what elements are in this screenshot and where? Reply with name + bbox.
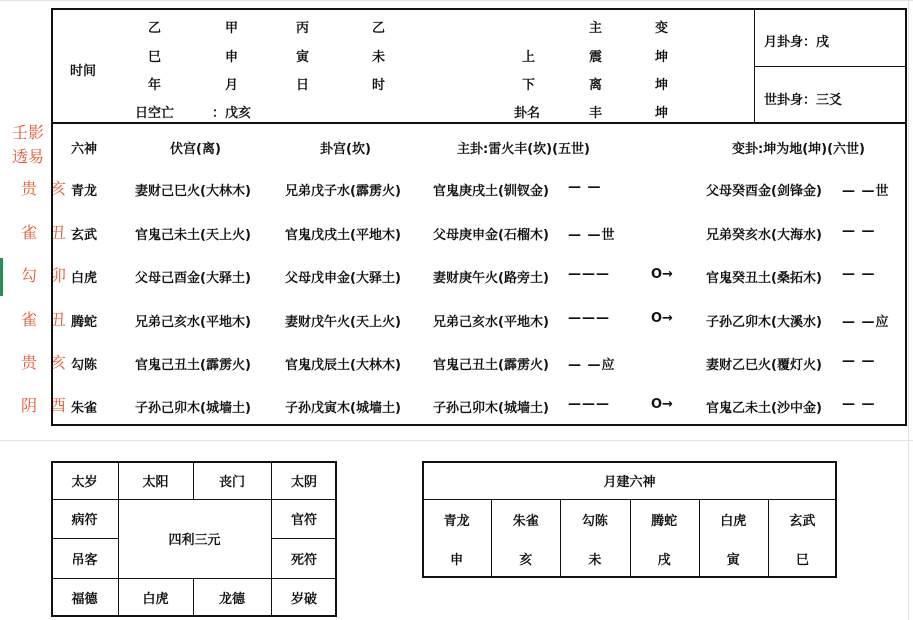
bian-gua-char: 坤 <box>655 106 669 121</box>
zhu-yao-line: ——— <box>568 267 610 282</box>
ganzhi-bot: 年 <box>148 78 162 93</box>
side-zhi: 丑 <box>50 310 67 329</box>
shensha-center: 四利三元 <box>168 533 221 548</box>
zhu-yao: 父母庚申金(石榴木) <box>433 228 549 243</box>
shensha-right: 死符 <box>290 552 317 568</box>
yuejian-title: 月建六神 <box>603 474 656 490</box>
side-shen: 阴 <box>21 396 38 415</box>
move-mark: O→ <box>651 311 673 326</box>
bian-yao: 官鬼乙未土(沙中金) <box>706 401 822 416</box>
fu-yao: 妻财己巳火(大林木) <box>135 184 251 199</box>
bian-yao-line: — —应 <box>842 315 890 330</box>
bian-yao: 妻财乙巳火(覆灯火) <box>706 358 822 373</box>
side-title-2: 透易 <box>12 147 45 166</box>
ganzhi-mid: 未 <box>372 50 386 65</box>
yuejian-shen: 白虎 <box>720 513 747 529</box>
bian-yao: 子孙乙卯木(大溪水) <box>706 315 822 330</box>
shensha-top: 丧门 <box>218 474 245 490</box>
col-header-zhugua: 主卦:雷火丰(坎)(五世) <box>457 142 590 157</box>
yuejian-zhi: 申 <box>450 553 464 568</box>
time-label: 时间 <box>70 64 97 79</box>
yuejian-divider <box>630 499 631 578</box>
side-shen: 雀 <box>21 310 38 329</box>
shensha-left: 吊客 <box>71 552 98 568</box>
zhu-yao-line: — —应 <box>568 358 616 373</box>
gong-yao: 兄弟戊子水(霹雳火) <box>285 184 401 199</box>
yuejian-zhi: 戌 <box>657 553 671 568</box>
shensha-top: 太阳 <box>142 474 169 490</box>
yuejian-divider <box>699 499 700 578</box>
zhu-yao-line: — — <box>568 180 602 195</box>
shensha-left: 病符 <box>71 513 98 528</box>
shensha-bottom: 龙德 <box>218 592 245 607</box>
liushen: 腾蛇 <box>71 315 98 330</box>
liushen: 白虎 <box>71 271 98 286</box>
yuejian-shen: 青龙 <box>443 513 470 529</box>
col-header-biangua: 变卦:坤为地(坤)(六世) <box>732 142 865 157</box>
gua-label-upper: 上 <box>522 50 536 65</box>
ganzhi-top: 丙 <box>296 21 310 36</box>
bian-gua-char: 变 <box>655 21 669 36</box>
side-title-1: 壬影 <box>12 123 45 142</box>
yuejian-divider <box>560 499 561 578</box>
zhu-gua-char: 离 <box>589 78 603 93</box>
side-shen: 贵 <box>21 353 38 372</box>
bian-gua-char: 坤 <box>655 78 669 93</box>
yuejian-shen: 玄武 <box>789 513 816 529</box>
gong-yao: 父母戊申金(大驿土) <box>285 271 401 286</box>
side-zhi: 卯 <box>50 266 67 285</box>
shensha-bottom: 岁破 <box>290 592 317 607</box>
shensha-top: 太岁 <box>71 474 98 490</box>
ganzhi-mid: 寅 <box>296 50 310 65</box>
yuejian-zhi: 亥 <box>519 553 533 568</box>
yuejian-shen: 勾陈 <box>581 513 608 529</box>
shensha-bottom: 白虎 <box>142 592 169 607</box>
move-mark: O→ <box>651 397 673 412</box>
row-highlight-marker <box>0 258 3 296</box>
side-zhi: 酉 <box>50 396 67 415</box>
zhu-yao-line: ——— <box>568 311 610 326</box>
gong-yao: 官鬼戊辰土(大林木) <box>285 358 401 373</box>
yuejian-zhi: 巳 <box>795 553 809 568</box>
bian-yao-line: — — <box>842 397 876 412</box>
fu-yao: 兄弟己亥水(平地木) <box>135 315 251 330</box>
gong-yao: 妻财戊午火(天上火) <box>285 315 401 330</box>
zhu-yao-line: ——— <box>568 397 610 412</box>
fu-yao: 子孙己卯木(城墙土) <box>135 401 251 416</box>
zhu-gua-char: 主 <box>589 21 603 36</box>
side-zhi: 丑 <box>50 223 67 242</box>
bian-gua-char: 坤 <box>655 50 669 65</box>
kongwang-value: ：戊亥 <box>212 106 252 121</box>
zhu-yao-line: — —世 <box>568 228 616 243</box>
gua-label-lower: 下 <box>522 78 536 93</box>
shensha-bottom: 福德 <box>71 592 98 607</box>
ganzhi-mid: 申 <box>225 50 239 65</box>
zhu-gua-char: 震 <box>589 50 603 65</box>
zhu-yao: 官鬼己丑土(霹雳火) <box>433 358 549 373</box>
ganzhi-bot: 月 <box>225 78 239 93</box>
kongwang-label: 日空亡 <box>135 106 175 121</box>
yuejian-zhi: 寅 <box>726 553 740 568</box>
shi-gua-shen: 世卦身：三爻 <box>764 93 843 108</box>
bian-yao-line: — — <box>842 267 876 282</box>
bian-yao: 兄弟癸亥水(大海水) <box>706 228 822 243</box>
ganzhi-bot: 日 <box>296 78 310 93</box>
liushen: 玄武 <box>71 228 98 243</box>
side-shen: 贵 <box>21 179 38 198</box>
side-zhi: 亥 <box>50 353 67 372</box>
fu-yao: 官鬼己未土(天上火) <box>135 228 251 243</box>
col-header-liushen: 六神 <box>71 142 98 157</box>
shensha-right: 官符 <box>290 513 317 528</box>
yuejian-shen: 腾蛇 <box>651 513 678 529</box>
yuejian-shen: 朱雀 <box>512 513 539 529</box>
side-shen: 雀 <box>21 223 38 242</box>
yue-gua-shen: 月卦身：戌 <box>764 35 830 50</box>
ganzhi-mid: 巳 <box>148 50 162 65</box>
ganzhi-top: 乙 <box>148 21 162 36</box>
ganzhi-top: 甲 <box>225 21 239 36</box>
zhu-gua-char: 丰 <box>589 106 603 121</box>
gong-yao: 子孙戊寅木(城墙土) <box>285 401 401 416</box>
move-mark: O→ <box>651 267 673 282</box>
fu-yao: 官鬼己丑土(霹雳火) <box>135 358 251 373</box>
zhu-yao: 妻财庚午火(路旁土) <box>433 271 549 286</box>
gua-label-name: 卦名 <box>514 106 541 121</box>
liushen: 朱雀 <box>71 401 98 416</box>
bian-yao-line: — — <box>842 354 876 369</box>
liushen: 青龙 <box>71 184 98 199</box>
yuejian-divider <box>491 499 492 578</box>
zhu-yao: 兄弟己亥水(平地木) <box>433 315 549 330</box>
fu-yao: 父母己酉金(大驿土) <box>135 271 251 286</box>
yuejian-divider <box>768 499 769 578</box>
bian-yao-line: — —世 <box>842 184 890 199</box>
bian-yao: 官鬼癸丑土(桑拓木) <box>706 271 822 286</box>
shensha-top: 太阴 <box>290 474 317 490</box>
side-zhi: 亥 <box>50 179 67 198</box>
liushen: 勾陈 <box>71 358 98 373</box>
bian-yao: 父母癸酉金(剑锋金) <box>706 184 822 199</box>
zhu-yao: 官鬼庚戌土(钏钗金) <box>433 184 549 199</box>
side-shen: 勾 <box>21 266 38 285</box>
bian-yao-line: — — <box>842 224 876 239</box>
col-header-fugong: 伏宫(离) <box>170 142 221 157</box>
col-header-guagong: 卦宫(坎) <box>320 142 371 157</box>
ganzhi-top: 乙 <box>372 21 386 36</box>
ganzhi-bot: 时 <box>372 78 386 93</box>
zhu-yao: 子孙己卯木(城墙土) <box>433 401 549 416</box>
yuejian-zhi: 未 <box>588 553 602 568</box>
gong-yao: 官鬼戊戌土(平地木) <box>285 228 401 243</box>
